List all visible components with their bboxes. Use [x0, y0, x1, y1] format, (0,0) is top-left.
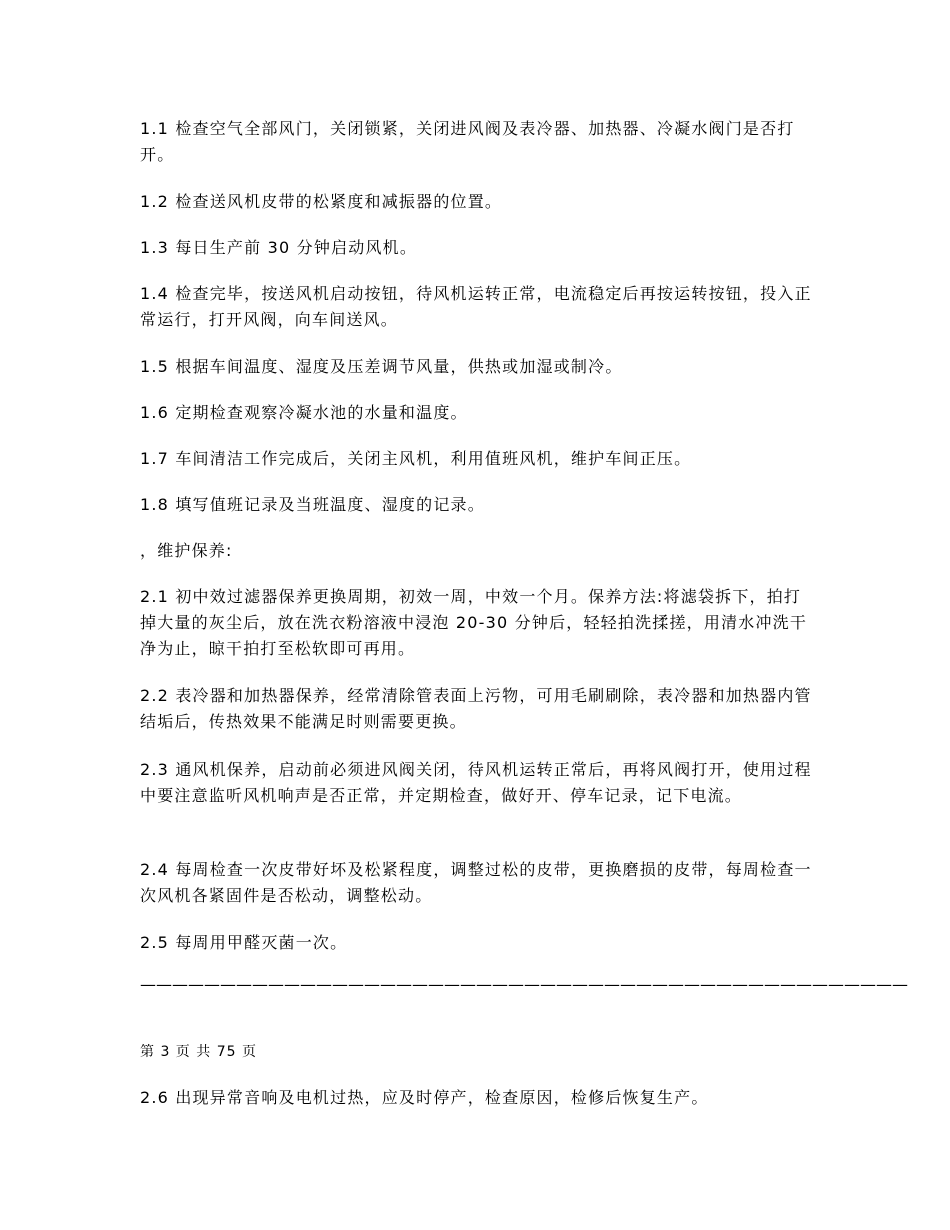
- paragraph-1-3: 1.3 每日生产前 30 分钟启动风机。: [140, 238, 418, 257]
- paragraph-2-5: 2.5 每周用甲醛灭菌一次。: [140, 933, 348, 952]
- paragraph-2-3: 2.3 通风机保养，启动前必须进风阀关闭，待风机运转正常后，再将风阀打开，使用过程中要注意监听风机响声是否正常，并定期检查，做好开、停车记录，记下电流。: [140, 760, 812, 805]
- page-break-separator: ————————————————————————————————————————————————: [140, 975, 908, 994]
- section-heading-maintenance: ，维护保养:: [140, 541, 233, 560]
- page-number-footer: 第 3 页 共 75 页: [140, 1044, 257, 1060]
- paragraph-1-4: 1.4 检查完毕，按送风机启动按钮，待风机运转正常，电流稳定后再按运转按钮，投入正常运行，打开风阀，向车间送风。: [140, 284, 812, 329]
- paragraph-2-2: 2.2 表冷器和加热器保养，经常清除管表面上污物，可用毛刷刷除，表冷器和加热器内管结垢后，传热效果不能满足时则需要更换。: [140, 686, 812, 731]
- paragraph-1-2: 1.2 检查送风机皮带的松紧度和减振器的位置。: [140, 192, 503, 211]
- paragraph-2-6: 2.6 出现异常音响及电机过热，应及时停产，检查原因，检修后恢复生产。: [140, 1088, 709, 1107]
- paragraph-1-7: 1.7 车间清洁工作完成后，关闭主风机，利用值班风机，维护车间正压。: [140, 449, 692, 468]
- paragraph-2-1: 2.1 初中效过滤器保养更换周期，初效一周，中效一个月。保养方法:将滤袋拆下，拍打掉大量的灰尘后，放在洗衣粉溶液中浸泡 20-30 分钟后，轻轻拍洗揉搓，用清水冲洗干净为止，晾干拍打至松软即可再用。: [140, 587, 808, 658]
- paragraph-1-5: 1.5 根据车间温度、湿度及压差调节风量，供热或加湿或制冷。: [140, 357, 623, 376]
- paragraph-1-1: 1.1 检查空气全部风门，关闭锁紧，关闭进风阀及表冷器、加热器、冷凝水阀门是否打开。: [140, 119, 795, 164]
- paragraph-2-4: 2.4 每周检查一次皮带好坏及松紧程度，调整过松的皮带，更换磨损的皮带，每周检查一次风机各紧固件是否松动，调整松动。: [140, 860, 812, 905]
- paragraph-1-6: 1.6 定期检查观察冷凝水池的水量和温度。: [140, 403, 468, 422]
- paragraph-1-8: 1.8 填写值班记录及当班温度、湿度的记录。: [140, 495, 485, 514]
